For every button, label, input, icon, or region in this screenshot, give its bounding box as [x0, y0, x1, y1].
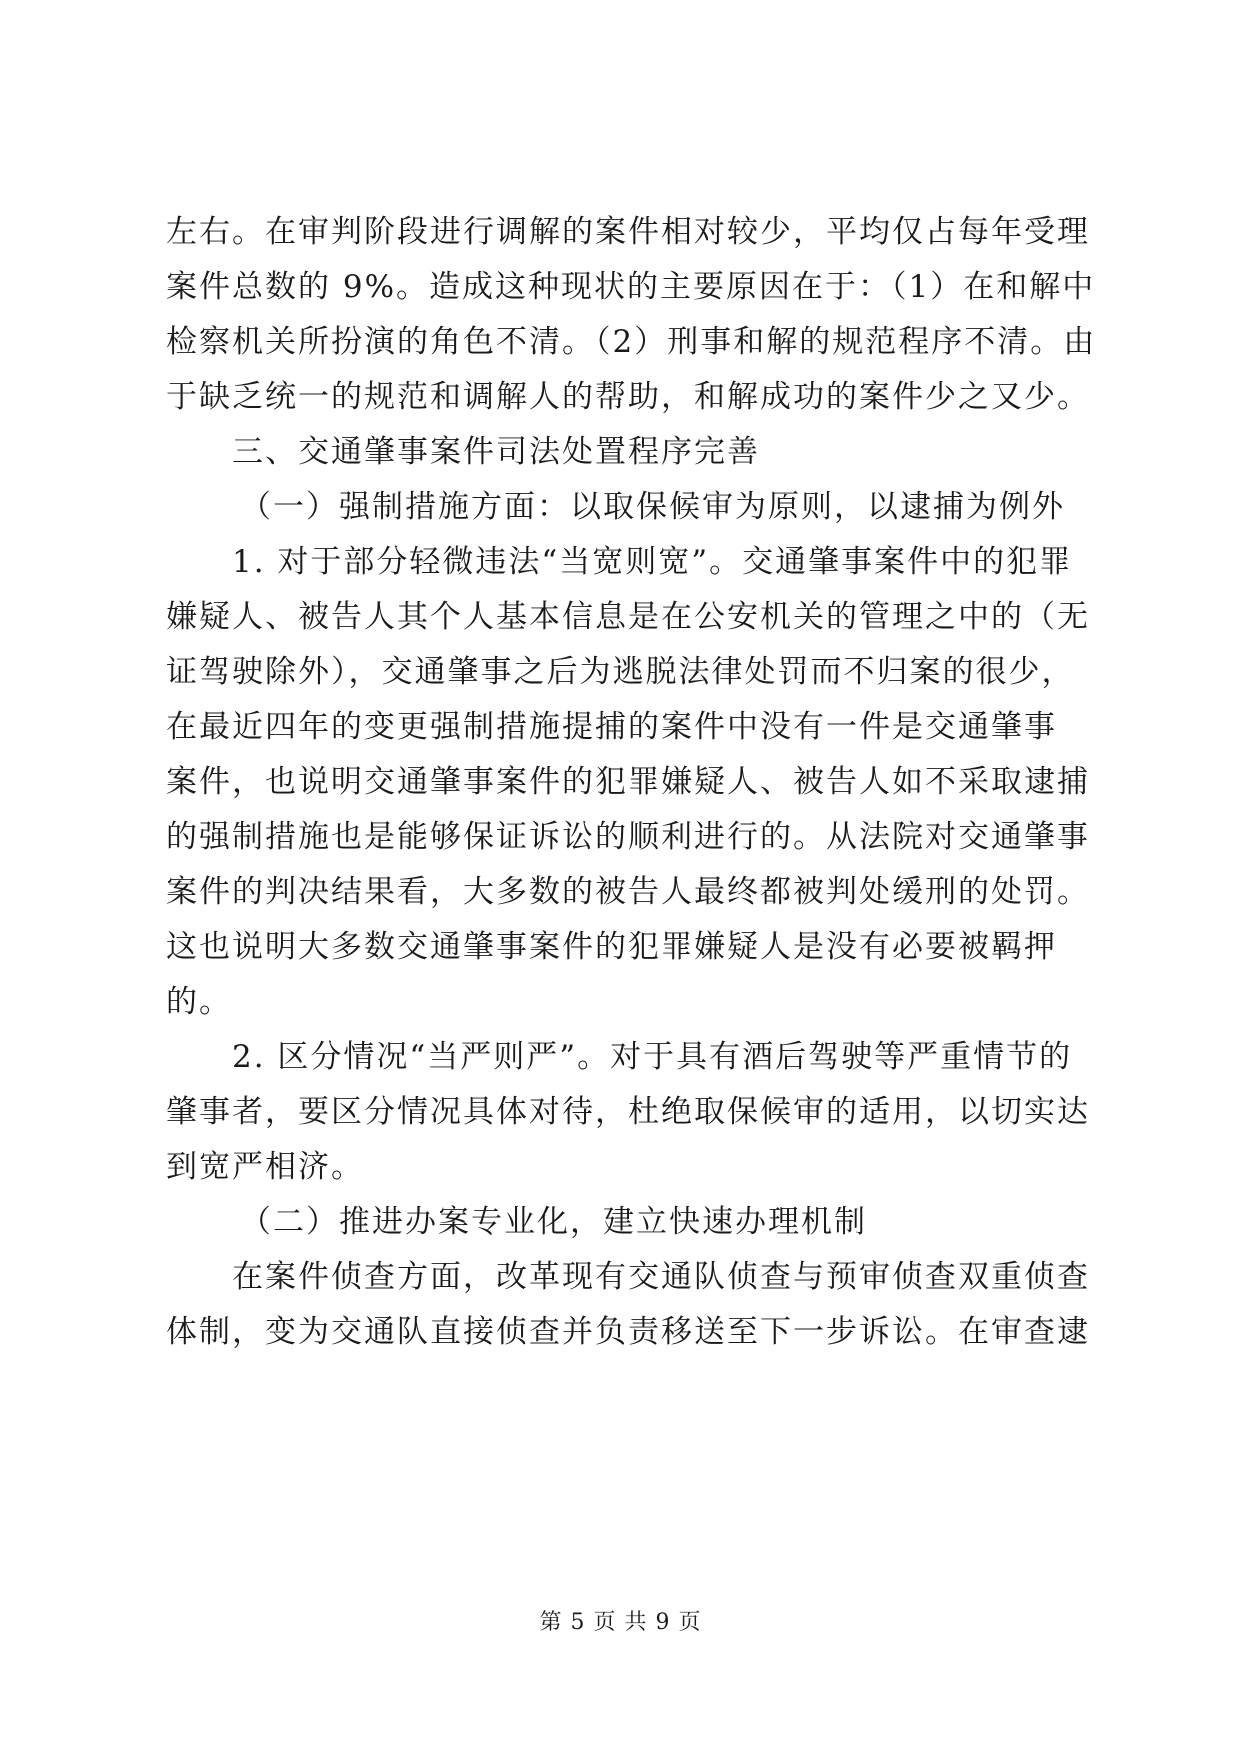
- text-line: 这也说明大多数交通肇事案件的犯罪嫌疑人是没有必要被羁押: [166, 929, 1057, 965]
- text-line: 2. 区分情况“当严则严”。对于具有酒后驾驶等严重情节的: [232, 1039, 1073, 1075]
- text-line: 左右。在审判阶段进行调解的案件相对较少，平均仅占每年受理: [166, 214, 1090, 250]
- text-line: 案件总数的 9%。造成这种现状的主要原因在于：（1）在和解中: [166, 269, 1096, 305]
- page-number-footer: 第 5 页 共 9 页: [539, 1610, 702, 1635]
- text-line: 在案件侦查方面，改革现有交通队侦查与预审侦查双重侦查: [232, 1259, 1090, 1295]
- text-line: 1. 对于部分轻微违法“当宽则宽”。交通肇事案件中的犯罪: [232, 544, 1073, 580]
- text-line: 案件的判决结果看，大多数的被告人最终都被判处缓刑的处罚。: [166, 874, 1090, 910]
- text-line: 体制，变为交通队直接侦查并负责移送至下一步诉讼。在审查逮: [166, 1314, 1090, 1350]
- subsection-heading: （一）强制措施方面：以取保候审为原则，以逮捕为例外: [240, 489, 1065, 525]
- text-line: 到宽严相济。: [166, 1149, 364, 1185]
- text-line: 检察机关所扮演的角色不清。（2）刑事和解的规范程序不清。由: [166, 324, 1097, 360]
- subsection-heading: （二）推进办案专业化，建立快速办理机制: [240, 1204, 867, 1240]
- text-line: 证驾驶除外），交通肇事之后为逃脱法律处罚而不归案的很少，: [166, 654, 1075, 690]
- text-line: 于缺乏统一的规范和调解人的帮助，和解成功的案件少之又少。: [166, 379, 1090, 415]
- text-line: 肇事者，要区分情况具体对待，杜绝取保候审的适用，以切实达: [166, 1094, 1090, 1130]
- text-line: 的强制措施也是能够保证诉讼的顺利进行的。从法院对交通肇事: [166, 819, 1090, 855]
- text-line: 的。: [166, 984, 232, 1020]
- text-line: 在最近四年的变更强制措施提捕的案件中没有一件是交通肇事: [166, 709, 1057, 745]
- section-heading: 三、交通肇事案件司法处置程序完善: [232, 434, 760, 470]
- text-line: 嫌疑人、被告人其个人基本信息是在公安机关的管理之中的（无: [166, 599, 1090, 635]
- text-line: 案件，也说明交通肇事案件的犯罪嫌疑人、被告人如不采取逮捕: [166, 764, 1090, 800]
